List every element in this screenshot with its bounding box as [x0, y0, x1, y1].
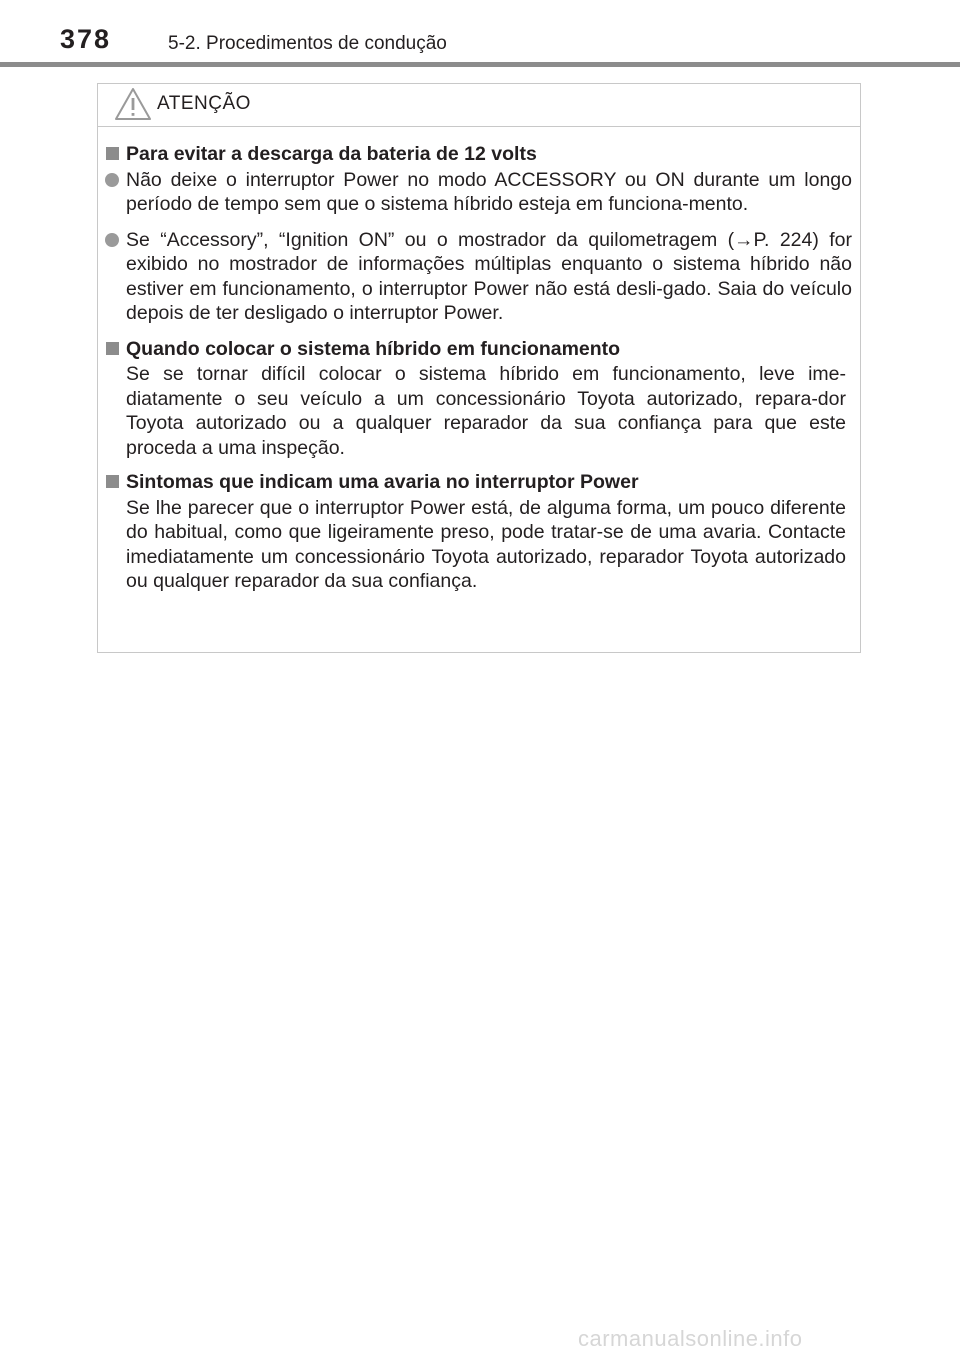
page-number: 378 — [60, 24, 112, 54]
section-heading-text: Quando colocar o sistema híbrido em funcionamento — [126, 337, 621, 360]
square-icon — [106, 475, 119, 488]
caution-title: ATENÇÃO — [157, 93, 251, 114]
section-heading — [98, 142, 860, 167]
paragraph: Se lhe parecer que o interruptor Power está, de alguma forma, um pouco diferente do habitual, como que ligeiramente preso, pode tratar-se de uma avaria. Contacte imediatamente um concessionário Toyota autorizado, reparador Toyota autorizado ou qualquer reparador da sua confiança. — [126, 496, 846, 592]
caution-box — [97, 83, 861, 653]
caution-header — [98, 84, 860, 127]
list-item — [98, 228, 860, 326]
circle-bullet-icon — [105, 173, 119, 187]
section-heading-text: Sintomas que indicam uma avaria no interruptor Power — [126, 471, 639, 493]
list-item-text: Não deixe o interruptor Power no modo ACCESSORY ou ON durante um longo período de tempo sem que o sistema híbrido esteja em funciona-mento. — [126, 168, 852, 215]
paragraph: Se se tornar difícil colocar o sistema híbrido em funcionamento, leve ime-diatamente o seu veículo a um concessionário Toyota autorizado, repara-dor Toyota autorizado ou a qualquer reparador da sua confiança para que este proceda a uma inspeção. — [126, 363, 846, 459]
caution-content — [98, 142, 860, 604]
circle-bullet-icon — [105, 233, 119, 247]
section-heading-text: Para evitar a descarga da bateria de 12 volts — [126, 143, 537, 165]
watermark: carmanualsonline.info — [578, 1326, 803, 1351]
section-heading — [98, 337, 860, 362]
list-item-text: Se “Accessory”, “Ignition ON” ou o mostrador da quilometragem (→P. 224) for exibido no mostrador de informações múltiplas enquanto o sistema híbrido não estiver em funcionamento, o interruptor Power não está desli-gado. Saia do veículo depois de ter desligado o interruptor Power. — [126, 228, 852, 324]
header-rule — [0, 62, 960, 67]
warning-triangle-icon — [114, 87, 152, 121]
section-heading — [98, 470, 860, 495]
square-icon — [106, 147, 119, 160]
list-item — [98, 168, 860, 217]
square-icon — [106, 342, 119, 355]
section-title: 5-2. Procedimentos de condução — [168, 33, 447, 54]
